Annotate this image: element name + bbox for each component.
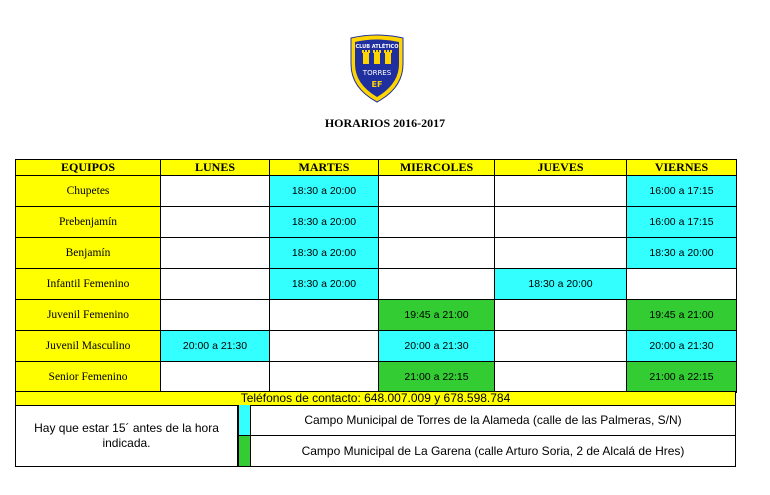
header-viernes: VIERNES xyxy=(627,160,737,176)
header-row xyxy=(16,160,737,176)
schedule-cell xyxy=(161,238,270,269)
schedule-cell xyxy=(379,207,495,238)
table-row xyxy=(16,176,737,207)
table-row xyxy=(16,207,737,238)
schedule-cell: 20:00 a 21:30 xyxy=(627,331,737,362)
venue-color-cyan xyxy=(238,405,251,436)
schedule-table xyxy=(15,159,737,393)
team-name: Senior Femenino xyxy=(16,362,161,393)
schedule-cell xyxy=(161,300,270,331)
schedule-cell: 18:30 a 20:00 xyxy=(270,238,379,269)
schedule-cell xyxy=(161,362,270,393)
team-name: Juvenil Femenino xyxy=(16,300,161,331)
contact-phones: Teléfonos de contacto: 648.007.009 y 678.598.784 xyxy=(15,391,736,406)
schedule-cell: 20:00 a 21:30 xyxy=(161,331,270,362)
schedule-cell xyxy=(379,238,495,269)
team-name: Benjamín xyxy=(16,238,161,269)
schedule-cell xyxy=(495,238,627,269)
schedule-cell: 18:30 a 20:00 xyxy=(495,269,627,300)
table-row xyxy=(16,331,737,362)
schedule-cell xyxy=(161,176,270,207)
schedule-cell: 16:00 a 17:15 xyxy=(627,176,737,207)
venue-color-green xyxy=(238,436,251,467)
header-jueves: JUEVES xyxy=(495,160,627,176)
page-title: HORARIOS 2016-2017 xyxy=(324,116,446,130)
schedule-cell xyxy=(161,269,270,300)
arrival-note: Hay que estar 15´ antes de la hora indicada. xyxy=(15,405,238,467)
logo-torres-text: TORRES xyxy=(362,69,392,77)
table-row xyxy=(16,362,737,393)
schedule-cell xyxy=(161,207,270,238)
schedule-cell xyxy=(270,331,379,362)
schedule-cell: 20:00 a 21:30 xyxy=(379,331,495,362)
schedule-cell: 18:30 a 20:00 xyxy=(627,238,737,269)
table-row xyxy=(16,269,737,300)
schedule-cell xyxy=(270,362,379,393)
schedule-cell xyxy=(495,362,627,393)
table-row xyxy=(16,300,737,331)
schedule-cell: 18:30 a 20:00 xyxy=(270,176,379,207)
logo-club-text: CLUB ATLÉTICO xyxy=(355,44,399,50)
schedule-cell xyxy=(270,300,379,331)
schedule-cell xyxy=(379,176,495,207)
schedule-cell: 18:30 a 20:00 xyxy=(270,269,379,300)
header-miercoles: MIERCOLES xyxy=(379,160,495,176)
schedule-cell xyxy=(495,300,627,331)
schedule-cell: 16:00 a 17:15 xyxy=(627,207,737,238)
schedule-cell: 19:45 a 21:00 xyxy=(379,300,495,331)
header-equipos: EQUIPOS xyxy=(16,160,161,176)
schedule-cell: 21:00 a 22:15 xyxy=(379,362,495,393)
team-name: Infantil Femenino xyxy=(16,269,161,300)
schedule-cell: 18:30 a 20:00 xyxy=(270,207,379,238)
team-name: Juvenil Masculino xyxy=(16,331,161,362)
team-name: Chupetes xyxy=(16,176,161,207)
venue-torres-alameda: Campo Municipal de Torres de la Alameda (calle de las Palmeras, S/N) xyxy=(251,405,736,436)
schedule-cell xyxy=(495,331,627,362)
header-lunes: LUNES xyxy=(161,160,270,176)
schedule-cell: 21:00 a 22:15 xyxy=(627,362,737,393)
venue-la-garena: Campo Municipal de La Garena (calle Arturo Soria, 2 de Alcalá de Hres) xyxy=(251,436,736,467)
schedule-cell xyxy=(379,269,495,300)
schedule-cell: 19:45 a 21:00 xyxy=(627,300,737,331)
team-name: Prebenjamín xyxy=(16,207,161,238)
table-row xyxy=(16,238,737,269)
schedule-cell xyxy=(627,269,737,300)
club-logo xyxy=(347,34,407,104)
schedule-cell xyxy=(495,176,627,207)
header-martes: MARTES xyxy=(270,160,379,176)
logo-ef-text: EF xyxy=(371,80,383,89)
schedule-cell xyxy=(495,207,627,238)
